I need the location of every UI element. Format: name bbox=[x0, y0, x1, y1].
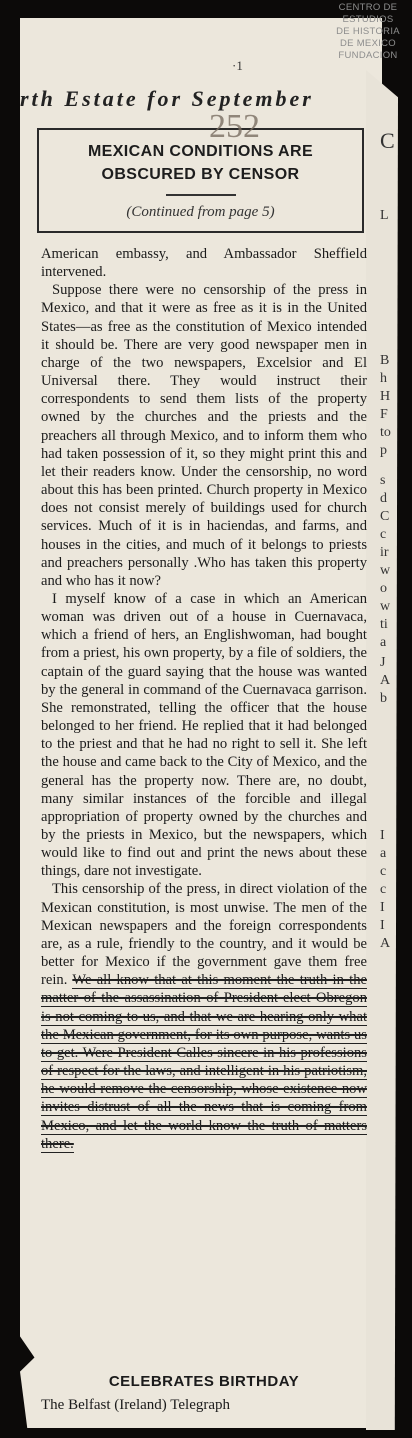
adjacent-column-letter: I bbox=[380, 918, 385, 933]
marked-passage: We all know that at this moment the truth in the matter of the assassination of President-elect Obregon is not coming to us, and that we are hearing only what the Mexican government, for its own purpose, wants us to get. Were President Calles sincere in his professions of respect for the laws, and intelligent in his patriotism, he would remove the censorship, whose existence now invites distrust of all the news that is coming from Mexico, and let the world know the truth of matters there. bbox=[41, 972, 367, 1152]
adjacent-column-letter: ir bbox=[380, 545, 389, 560]
adjacent-column-letter: c bbox=[380, 527, 387, 542]
adjacent-column-letter: B bbox=[380, 353, 390, 368]
headline-divider bbox=[166, 194, 236, 196]
watermark-line: ESTUDIOS bbox=[342, 14, 394, 25]
handwritten-page-number: 252 bbox=[209, 108, 260, 145]
adjacent-column-letter: a bbox=[380, 635, 387, 650]
adjacent-column-letter: I bbox=[380, 828, 385, 843]
adjacent-column-letter: F bbox=[380, 407, 388, 422]
adjacent-column-letter: a bbox=[380, 846, 387, 861]
adjacent-column-letter: w bbox=[380, 599, 391, 614]
adjacent-column-letter: h bbox=[380, 371, 387, 386]
page-mark: ·1 bbox=[232, 58, 243, 73]
headline-box bbox=[37, 108, 364, 233]
adjacent-column-letter: H bbox=[380, 389, 391, 404]
adjacent-column-letter: s bbox=[380, 473, 386, 488]
section-subheading: CELEBRATES BIRTHDAY bbox=[108, 1373, 300, 1390]
adjacent-column-letter: J bbox=[380, 655, 386, 670]
adjacent-column-letter: p bbox=[380, 443, 387, 458]
headline bbox=[39, 140, 362, 186]
article-body bbox=[41, 245, 367, 1153]
adjacent-column-letter: c bbox=[380, 882, 387, 897]
adjacent-column-letter: I bbox=[380, 900, 385, 915]
archive-watermark bbox=[328, 2, 408, 62]
article-paragraph: Suppose there were no censorship of the press in Mexico, and that it were as free as it is in the United States—as free as the constitution of Mexico intended it should be. There are very good newspaper men in charge of the two newspapers, Excelsior and El Universal there. They would instruct their correspondents to send them lists of the property owned by the churches and the priests and the preachers all through Mexico, and to inform them who had taken possession of it, so they might print this and let their readers know. Under the censorship, no word about this has been printed. Church property in Mexico does not consist merely of buildings used for church services. Much of it is in haciendas, and farms, and houses in the cities, and much of it belongs to priests and preachers personally .Who has taken this property and who has it now? bbox=[41, 282, 367, 589]
adjacent-column-letter: b bbox=[380, 691, 387, 706]
adjacent-column-letter: d bbox=[380, 491, 387, 506]
adjacent-column-strip bbox=[366, 70, 398, 1430]
adjacent-column-letter: C bbox=[380, 509, 390, 524]
next-article-start: The Belfast (Ireland) Telegraph bbox=[41, 1397, 231, 1413]
adjacent-column-letter: L bbox=[380, 208, 389, 223]
headline-line-1: MEXICAN CONDITIONS ARE bbox=[87, 143, 314, 160]
watermark-line: DE MEXICO bbox=[339, 38, 396, 49]
adjacent-column-letter: w bbox=[380, 563, 391, 578]
article-text: This censorship of the press, in direct violation of the Mexican constitution, is most unwise. The men of the Mexican newspapers and the foreign correspondents are, as a rule, friendly to the country, and it would be better for Mexico if the government gave them free rein. bbox=[41, 881, 367, 989]
watermark-line: DE HISTORIA bbox=[336, 26, 400, 37]
adjacent-column-letter: ti bbox=[380, 617, 388, 632]
adjacent-column-letter: C bbox=[380, 128, 395, 153]
article-paragraph: I myself know of a case in which an American woman was driven out of a house in Cuernavaca, which a friend of hers, an Englishwoman, had bought from a priest, his own property, by a file of soldiers, the captain of the guard saying that the house was wanted by the general in command of the Cuernavaca garrison. She remonstrated, telling the officer that the house belonged to her friend. He replied that it had belonged to the priest and that he had no right to sell it. She left the house and came back to the City of Mexico, and the general has the property now. There are, no doubt, many similar instances of the forcible and illegal appropriation of property owned by the churches and by the priests in Mexico, but the newspapers, which would like to find out and print the news about these things, dare not investigate. bbox=[41, 590, 367, 880]
article-paragraph bbox=[41, 880, 367, 1152]
watermark-line: CENTRO DE bbox=[338, 2, 398, 13]
adjacent-column-letter: A bbox=[380, 673, 391, 688]
watermark-line: FUNDACION bbox=[338, 50, 398, 61]
continued-note: (Continued from page 5) bbox=[126, 203, 275, 220]
publication-header: rth Estate for September bbox=[20, 86, 314, 111]
adjacent-column-letter: o bbox=[380, 581, 387, 596]
adjacent-column-letter: to bbox=[380, 425, 391, 440]
adjacent-column-letter: A bbox=[380, 936, 391, 951]
adjacent-column-letter: c bbox=[380, 864, 387, 879]
article-paragraph: American embassy, and Ambassador Sheffield intervened. bbox=[41, 246, 367, 281]
headline-line-2: OBSCURED BY CENSOR bbox=[101, 166, 300, 183]
